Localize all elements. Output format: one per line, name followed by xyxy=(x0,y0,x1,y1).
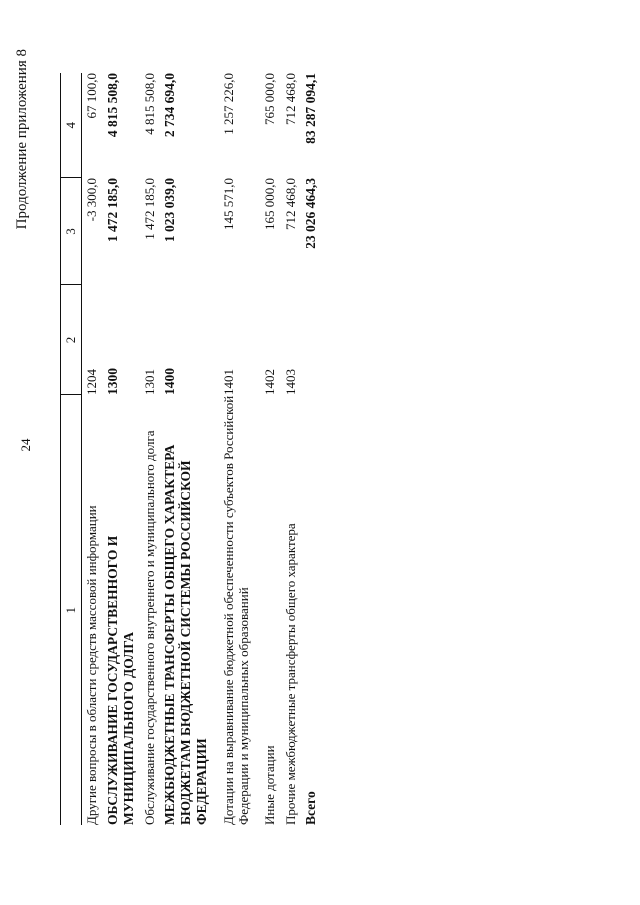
header-col-1: 1 xyxy=(61,395,82,825)
table-row xyxy=(254,73,280,825)
table-row xyxy=(140,73,160,825)
budget-table xyxy=(60,73,322,825)
row-value-4: 4 815 508,0 xyxy=(104,73,120,138)
row-name: Дотации на выравнивание бюджетной обеспеченности субъектов Российской Федерации и муниципальных образований xyxy=(220,395,251,825)
page-number: 24 xyxy=(18,438,33,452)
table-row xyxy=(281,73,301,825)
row-name: Обслуживание государственного внутреннего и муниципального долга xyxy=(141,430,157,825)
table-row-total xyxy=(301,73,322,825)
row-value-4: 83 287 094,1 xyxy=(302,73,318,144)
row-code xyxy=(301,285,322,395)
row-value-4: 67 100,0 xyxy=(84,73,100,119)
row-value-4: 1 257 226,0 xyxy=(220,73,236,135)
header-col-4: 4 xyxy=(61,73,82,178)
row-name: Другие вопросы в области средств массовой информации xyxy=(84,505,100,825)
row-value-4: 765 000,0 xyxy=(262,73,278,125)
row-code: 1402 xyxy=(262,369,278,395)
row-name: Прочие межбюджетные трансферты общего характера xyxy=(282,523,298,825)
row-value-3: 1 472 185,0 xyxy=(104,178,120,243)
row-value-3: 165 000,0 xyxy=(262,178,278,230)
table-row xyxy=(82,73,103,825)
row-value-4: 2 734 694,0 xyxy=(161,73,177,138)
row-code: 1400 xyxy=(161,368,177,395)
row-code: 1301 xyxy=(141,369,157,395)
row-name: Иные дотации xyxy=(262,745,278,825)
row-name: ОБСЛУЖИВАНИЕ ГОСУДАРСТВЕННОГО И МУНИЦИПАЛЬНОГО ДОЛГА xyxy=(104,535,136,825)
row-code: 1204 xyxy=(84,369,100,395)
header-col-3: 3 xyxy=(61,178,82,285)
table-row xyxy=(160,73,213,825)
table-row xyxy=(213,73,255,825)
row-value-4: 4 815 508,0 xyxy=(141,73,157,135)
row-code: 1401 xyxy=(220,369,236,395)
continuation-caption: Продолжение приложения 8 xyxy=(14,49,30,230)
table-header-row xyxy=(61,73,82,825)
row-code: 1403 xyxy=(282,369,298,395)
row-value-3: 145 571,0 xyxy=(220,178,236,230)
row-name: МЕЖБЮДЖЕТНЫЕ ТРАНСФЕРТЫ ОБЩЕГО ХАРАКТЕРА БЮДЖЕТАМ БЮДЖЕТНОЙ СИСТЕМЫ РОССИЙСКОЙ ФЕДЕРАЦИИ xyxy=(161,444,209,825)
table-row xyxy=(103,73,140,825)
row-value-3: 1 023 039,0 xyxy=(161,178,177,243)
row-value-3: 23 026 464,3 xyxy=(302,178,318,249)
row-value-4: 712 468,0 xyxy=(282,73,298,125)
row-value-3: 712 468,0 xyxy=(282,178,298,230)
header-col-2: 2 xyxy=(61,285,82,395)
row-value-3: -3 300,0 xyxy=(84,178,100,222)
row-name: Всего xyxy=(302,791,318,825)
row-code: 1300 xyxy=(104,368,120,395)
row-value-3: 1 472 185,0 xyxy=(141,178,157,240)
